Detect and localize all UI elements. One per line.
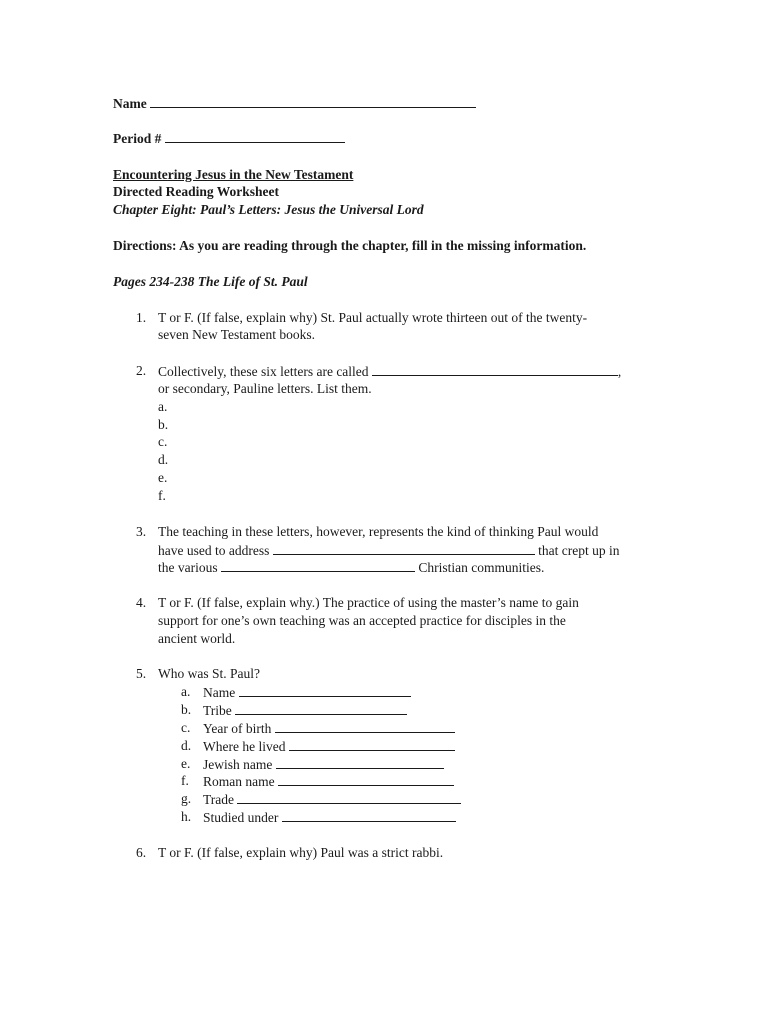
sub-item-letter: h. <box>181 809 192 824</box>
question-number: 5. <box>136 666 147 681</box>
list-item-letter: b. <box>158 417 169 432</box>
sub-item <box>203 701 407 720</box>
list-item-letter: c. <box>158 434 168 449</box>
question-text: Who was St. Paul? <box>158 666 260 681</box>
question-text <box>158 362 621 381</box>
answer-blank[interactable] <box>221 558 415 572</box>
section-heading: Pages 234-238 The Life of St. Paul <box>113 274 308 289</box>
question-number: 4. <box>136 595 147 610</box>
question-number: 6. <box>136 845 147 860</box>
question-text <box>158 558 544 577</box>
question-text: T or F. (If false, explain why.) The practice of using the master’s name to gain <box>158 595 579 610</box>
list-item-letter: d. <box>158 452 169 467</box>
sub-item-label: Trade <box>203 792 235 807</box>
worksheet-title: Directed Reading Worksheet <box>113 184 279 199</box>
answer-blank[interactable] <box>237 790 461 804</box>
answer-blank[interactable] <box>278 772 454 786</box>
question-text: or secondary, Pauline letters. List them. <box>158 381 372 396</box>
question-text-part: Christian communities. <box>418 560 545 575</box>
question-text: T or F. (If false, explain why) Paul was a strict rabbi. <box>158 845 444 860</box>
question-text: support for one’s own teaching was an accepted practice for disciples in the <box>158 613 566 628</box>
question-text-part: the various <box>158 560 218 575</box>
period-field <box>113 129 345 148</box>
question-text: ancient world. <box>158 631 236 646</box>
sub-item <box>203 737 455 756</box>
sub-item <box>203 683 411 702</box>
question-text: seven New Testament books. <box>158 327 316 342</box>
answer-blank[interactable] <box>289 737 455 751</box>
sub-item <box>203 719 455 738</box>
sub-item-label: Tribe <box>203 703 232 718</box>
list-item-letter: e. <box>158 470 168 485</box>
name-blank[interactable] <box>150 94 476 108</box>
sub-item-label: Where he lived <box>203 739 286 754</box>
sub-item-letter: b. <box>181 702 192 717</box>
answer-blank[interactable] <box>276 755 444 769</box>
sub-item-label: Year of birth <box>203 721 272 736</box>
list-item-letter: a. <box>158 399 168 414</box>
sub-item-label: Name <box>203 685 236 700</box>
question-text: T or F. (If false, explain why) St. Paul actually wrote thirteen out of the twenty- <box>158 310 588 325</box>
answer-blank[interactable] <box>372 362 618 376</box>
directions: Directions: As you are reading through the chapter, fill in the missing information. <box>113 238 587 253</box>
question-text-part: Collectively, these six letters are called <box>158 364 369 379</box>
period-label: Period # <box>113 131 162 146</box>
sub-item-label: Roman name <box>203 774 275 789</box>
sub-item-letter: c. <box>181 720 191 735</box>
name-field <box>113 94 476 113</box>
sub-item <box>203 790 461 809</box>
question-text-part: that crept up in <box>538 543 620 558</box>
sub-item-letter: e. <box>181 756 191 771</box>
period-blank[interactable] <box>165 129 345 143</box>
question-number: 3. <box>136 524 147 539</box>
question-text: The teaching in these letters, however, represents the kind of thinking Paul would <box>158 524 599 539</box>
question-text-part: have used to address <box>158 543 270 558</box>
answer-blank[interactable] <box>239 683 411 697</box>
question-number: 1. <box>136 310 147 325</box>
sub-item-letter: f. <box>181 773 189 788</box>
sub-item-letter: a. <box>181 684 191 699</box>
question-number: 2. <box>136 363 147 378</box>
book-title: Encountering Jesus in the New Testament <box>113 167 354 182</box>
question-text-part: , <box>617 364 622 379</box>
answer-blank[interactable] <box>235 701 407 715</box>
list-item-letter: f. <box>158 488 166 503</box>
sub-item-letter: d. <box>181 738 192 753</box>
answer-blank[interactable] <box>282 808 456 822</box>
chapter-title: Chapter Eight: Paul’s Letters: Jesus the Universal Lord <box>113 202 424 217</box>
sub-item-label: Jewish name <box>203 757 273 772</box>
answer-blank[interactable] <box>275 719 455 733</box>
sub-item <box>203 772 454 791</box>
name-label: Name <box>113 96 147 111</box>
sub-item-label: Studied under <box>203 810 279 825</box>
answer-blank[interactable] <box>273 541 535 555</box>
sub-item <box>203 808 456 827</box>
sub-item-letter: g. <box>181 791 192 806</box>
